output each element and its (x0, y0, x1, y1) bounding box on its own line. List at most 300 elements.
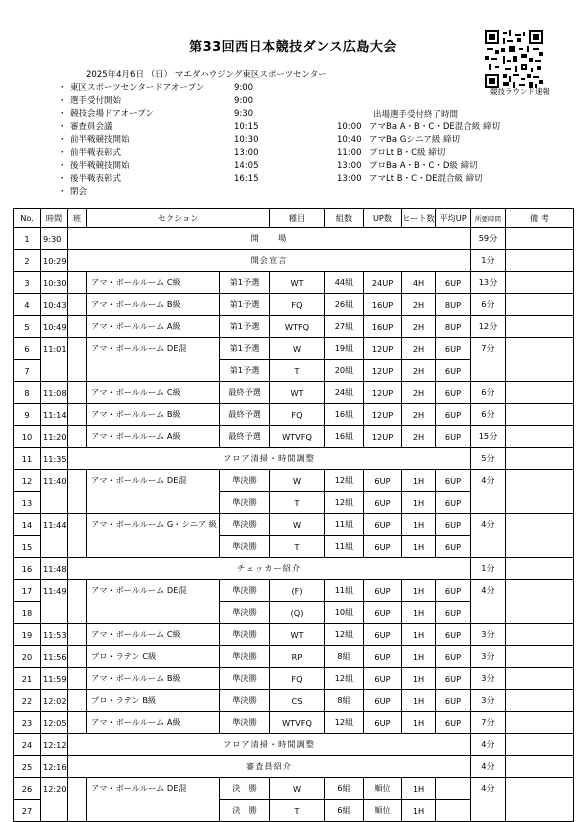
registration-text: プロBa A・B・C・D級 締切 (369, 161, 478, 171)
cell-section (87, 800, 220, 822)
schedule-bullet: ・ (58, 122, 67, 132)
table-row (14, 602, 574, 624)
cell-time: 11:14 (41, 404, 68, 426)
cell-avg (436, 800, 471, 822)
qr-code-icon[interactable] (485, 30, 543, 88)
cell-up: 12UP (364, 338, 402, 360)
table-row (14, 228, 574, 250)
cell-section: アマ・ボールルーム C級 (87, 382, 220, 404)
registration-text: アマBa Gシニア級 締切 (369, 135, 461, 145)
cell-time: 10:29 (41, 250, 68, 272)
schedule-item (58, 121, 274, 134)
cell-note (506, 228, 574, 250)
cell-no: 10 (14, 426, 41, 448)
cell-avg: 6UP (436, 646, 471, 668)
schedule-bullet: ・ (58, 83, 67, 93)
cell-up: 6UP (364, 536, 402, 558)
col-class: 班 (68, 209, 87, 228)
cell-round: 準決勝 (220, 536, 270, 558)
registration-text: アマLt B・C・DE混合級 締切 (369, 174, 483, 184)
cell-type: W (270, 338, 325, 360)
col-note: 備 考 (506, 209, 574, 228)
cell-heat: 1H (402, 712, 436, 734)
cell-duration: 3分 (471, 690, 506, 712)
cell-heat: 1H (402, 690, 436, 712)
cell-type: W (270, 470, 325, 492)
cell-duration: 3分 (471, 624, 506, 646)
event-date-venue: 2025年4月6日 （日） マエダハウジング東区スポーツセンター (86, 70, 327, 80)
table-header-row (14, 209, 574, 228)
table-row (14, 558, 574, 580)
schedule-label: 東区スポーツセンタードアオープン (70, 83, 205, 93)
col-groups: 組数 (325, 209, 364, 228)
cell-type: WTVFQ (270, 712, 325, 734)
cell-event: 開会宣言 (68, 250, 471, 272)
cell-note (506, 756, 574, 778)
cell-duration: 7分 (471, 712, 506, 734)
cell-heat: 2H (402, 404, 436, 426)
cell-time: 11:44 (41, 514, 68, 536)
cell-class (68, 294, 87, 316)
cell-duration: 1分 (471, 558, 506, 580)
schedule-bullet: ・ (58, 161, 67, 171)
col-avg: 平均UP (436, 209, 471, 228)
cell-note (506, 404, 574, 426)
cell-no: 15 (14, 536, 41, 558)
table-row (14, 316, 574, 338)
cell-heat: 1H (402, 646, 436, 668)
cell-up: 6UP (364, 624, 402, 646)
cell-type: RP (270, 646, 325, 668)
cell-note (506, 646, 574, 668)
cell-note (506, 558, 574, 580)
cell-time: 12:05 (41, 712, 68, 734)
cell-heat: 2H (402, 338, 436, 360)
schedule-item (58, 95, 274, 108)
cell-avg: 6UP (436, 382, 471, 404)
cell-type: T (270, 492, 325, 514)
cell-groups: 6組 (325, 800, 364, 822)
cell-no: 12 (14, 470, 41, 492)
cell-note (506, 382, 574, 404)
table-row (14, 338, 574, 360)
cell-avg: 6UP (436, 272, 471, 294)
cell-up: 6UP (364, 514, 402, 536)
cell-duration: 59分 (471, 228, 506, 250)
cell-duration: 12分 (471, 316, 506, 338)
cell-avg: 6UP (436, 712, 471, 734)
schedule-bullet: ・ (58, 187, 67, 197)
cell-no: 21 (14, 668, 41, 690)
schedule-time (234, 186, 274, 199)
schedule-item (58, 134, 274, 147)
cell-note (506, 492, 574, 514)
cell-time (41, 492, 68, 514)
schedule-time: 10:15 (234, 122, 259, 132)
cell-heat: 2H (402, 382, 436, 404)
cell-duration: 13分 (471, 272, 506, 294)
schedule-label: 前半戦競技開始 (70, 135, 130, 145)
cell-up: 12UP (364, 360, 402, 382)
table-row (14, 382, 574, 404)
cell-duration (471, 602, 506, 624)
cell-note (506, 294, 574, 316)
cell-avg: 6UP (436, 514, 471, 536)
cell-groups: 19組 (325, 338, 364, 360)
cell-class (68, 690, 87, 712)
cell-section: アマ・ボールルーム B級 (87, 668, 220, 690)
cell-avg: 6UP (436, 536, 471, 558)
cell-class (68, 624, 87, 646)
cell-no: 5 (14, 316, 41, 338)
schedule-bullet: ・ (58, 109, 67, 119)
cell-note (506, 448, 574, 470)
cell-section: プロ・ラテン C級 (87, 646, 220, 668)
cell-duration (471, 492, 506, 514)
cell-time: 11:48 (41, 558, 68, 580)
cell-section: アマ・ボールルーム DE混 (87, 470, 220, 492)
cell-class (68, 492, 87, 514)
cell-duration: 6分 (471, 382, 506, 404)
cell-duration (471, 536, 506, 558)
cell-section: プロ・ラテン B級 (87, 690, 220, 712)
schedule-item (58, 186, 274, 199)
cell-class (68, 778, 87, 800)
cell-no: 17 (14, 580, 41, 602)
cell-heat: 1H (402, 580, 436, 602)
cell-time: 10:49 (41, 316, 68, 338)
cell-class (68, 712, 87, 734)
cell-groups: 12組 (325, 668, 364, 690)
cell-avg: 8UP (436, 294, 471, 316)
cell-groups: 8組 (325, 646, 364, 668)
table-row (14, 778, 574, 800)
cell-up: 16UP (364, 316, 402, 338)
cell-type: (F) (270, 580, 325, 602)
cell-avg: 6UP (436, 470, 471, 492)
cell-duration: 3分 (471, 668, 506, 690)
cell-heat: 2H (402, 294, 436, 316)
cell-heat: 1H (402, 492, 436, 514)
cell-groups: 11組 (325, 514, 364, 536)
cell-avg: 6UP (436, 426, 471, 448)
cell-round: 第1予選 (220, 294, 270, 316)
cell-avg: 6UP (436, 624, 471, 646)
cell-class (68, 646, 87, 668)
table-row (14, 734, 574, 756)
cell-section: アマ・ボールルーム B級 (87, 404, 220, 426)
cell-no: 4 (14, 294, 41, 316)
cell-class (68, 338, 87, 360)
cell-round: 第1予選 (220, 360, 270, 382)
cell-round: 第1予選 (220, 316, 270, 338)
cell-note (506, 360, 574, 382)
cell-section: アマ・ボールルーム C級 (87, 272, 220, 294)
cell-section (87, 360, 220, 382)
table-row (14, 426, 574, 448)
cell-time: 12:16 (41, 756, 68, 778)
cell-class (68, 382, 87, 404)
cell-section: アマ・ボールルーム A級 (87, 316, 220, 338)
cell-class (68, 272, 87, 294)
cell-groups: 24組 (325, 382, 364, 404)
table-row (14, 360, 574, 382)
cell-round: 第1予選 (220, 338, 270, 360)
cell-no: 6 (14, 338, 41, 360)
cell-heat: 2H (402, 316, 436, 338)
cell-no: 24 (14, 734, 41, 756)
cell-time: 11:08 (41, 382, 68, 404)
cell-groups: 10組 (325, 602, 364, 624)
col-section: セクション (87, 209, 270, 228)
cell-time (41, 536, 68, 558)
cell-up: 12UP (364, 382, 402, 404)
cell-time: 11:49 (41, 580, 68, 602)
registration-text: アマBa A・B・C・DE混合級 締切 (369, 122, 500, 132)
cell-up: 6UP (364, 690, 402, 712)
cell-duration: 4分 (471, 778, 506, 800)
cell-avg: 8UP (436, 316, 471, 338)
cell-groups: 16組 (325, 404, 364, 426)
cell-time (41, 360, 68, 382)
cell-up: 6UP (364, 646, 402, 668)
registration-header: 出場選手受付終了時間 (373, 110, 459, 120)
cell-note (506, 624, 574, 646)
cell-note (506, 272, 574, 294)
cell-class (68, 580, 87, 602)
col-duration: 所要時間 (471, 209, 506, 228)
cell-type: WT (270, 624, 325, 646)
cell-type: WTVFQ (270, 426, 325, 448)
cell-duration (471, 360, 506, 382)
cell-up: 24UP (364, 272, 402, 294)
cell-up: 6UP (364, 602, 402, 624)
cell-up: 順位 (364, 800, 402, 822)
registration-item (337, 121, 500, 134)
table-row (14, 800, 574, 822)
cell-note (506, 668, 574, 690)
cell-event: フロア清掃・時間調整 (68, 734, 471, 756)
schedule-item (58, 147, 274, 160)
schedule-time: 9:00 (234, 83, 254, 93)
cell-duration: 4分 (471, 580, 506, 602)
cell-type: T (270, 360, 325, 382)
schedule-bullet: ・ (58, 148, 67, 158)
cell-groups: 12組 (325, 492, 364, 514)
cell-round: 準決勝 (220, 492, 270, 514)
schedule-bullet: ・ (58, 174, 67, 184)
schedule-label: 前半戦表彰式 (70, 148, 122, 158)
schedule-time: 10:30 (234, 135, 259, 145)
cell-type: FQ (270, 668, 325, 690)
cell-section (87, 536, 220, 558)
cell-heat: 1H (402, 470, 436, 492)
table-row (14, 514, 574, 536)
cell-note (506, 800, 574, 822)
cell-avg: 6UP (436, 668, 471, 690)
table-row (14, 448, 574, 470)
cell-no: 27 (14, 800, 41, 822)
registration-list (337, 121, 500, 186)
cell-round: 準決勝 (220, 624, 270, 646)
cell-round: 決 勝 (220, 800, 270, 822)
cell-note (506, 250, 574, 272)
cell-groups: 16組 (325, 426, 364, 448)
cell-groups: 11組 (325, 580, 364, 602)
cell-groups: 27組 (325, 316, 364, 338)
cell-round: 最終予選 (220, 404, 270, 426)
cell-up: 6UP (364, 470, 402, 492)
table-row (14, 646, 574, 668)
cell-section: アマ・ボールルーム DE混 (87, 778, 220, 800)
program-table (13, 208, 574, 822)
cell-type: FQ (270, 294, 325, 316)
cell-no: 23 (14, 712, 41, 734)
schedule-time: 9:00 (234, 96, 254, 106)
page-title: 第33回西日本競技ダンス広島大会 (189, 40, 397, 55)
table-row (14, 756, 574, 778)
table-row (14, 470, 574, 492)
registration-time: 11:00 (337, 148, 362, 158)
schedule-label: 後半戦表彰式 (70, 174, 122, 184)
cell-note (506, 338, 574, 360)
cell-duration: 4分 (471, 514, 506, 536)
cell-up: 12UP (364, 426, 402, 448)
cell-time: 11:40 (41, 470, 68, 492)
schedule-item (58, 173, 274, 186)
cell-note (506, 778, 574, 800)
col-no: No. (14, 209, 41, 228)
cell-round: 準決勝 (220, 602, 270, 624)
cell-class (68, 360, 87, 382)
cell-time: 11:35 (41, 448, 68, 470)
cell-duration: 5分 (471, 448, 506, 470)
cell-up: 順位 (364, 778, 402, 800)
schedule-item (58, 82, 274, 95)
cell-time: 12:12 (41, 734, 68, 756)
cell-duration: 6分 (471, 404, 506, 426)
cell-round: 準決勝 (220, 514, 270, 536)
cell-avg: 6UP (436, 690, 471, 712)
cell-no: 25 (14, 756, 41, 778)
cell-class (68, 514, 87, 536)
cell-heat: 2H (402, 360, 436, 382)
cell-no: 20 (14, 646, 41, 668)
cell-note (506, 470, 574, 492)
cell-groups: 11組 (325, 536, 364, 558)
cell-groups: 20組 (325, 360, 364, 382)
schedule-label: 閉会 (70, 187, 88, 197)
cell-time: 9:30 (41, 228, 68, 250)
schedule-label: 競技会場ドアオープン (70, 109, 154, 119)
cell-groups: 26組 (325, 294, 364, 316)
cell-note (506, 734, 574, 756)
col-heat: ヒート数 (402, 209, 436, 228)
cell-type: WT (270, 382, 325, 404)
cell-time: 11:01 (41, 338, 68, 360)
cell-class (68, 602, 87, 624)
cell-time (41, 602, 68, 624)
cell-section: アマ・ボールルーム G・シニア 級 (87, 514, 220, 536)
cell-time: 12:02 (41, 690, 68, 712)
cell-section (87, 492, 220, 514)
cell-no: 3 (14, 272, 41, 294)
cell-round: 準決勝 (220, 580, 270, 602)
cell-note (506, 536, 574, 558)
cell-time: 11:56 (41, 646, 68, 668)
registration-time: 13:00 (337, 161, 362, 171)
cell-class (68, 316, 87, 338)
cell-type: W (270, 778, 325, 800)
cell-duration: 6分 (471, 294, 506, 316)
cell-type: CS (270, 690, 325, 712)
col-up: UP数 (364, 209, 402, 228)
cell-no: 7 (14, 360, 41, 382)
schedule-time: 14:05 (234, 161, 259, 171)
cell-avg: 6UP (436, 404, 471, 426)
registration-item (337, 160, 500, 173)
cell-time: 11:53 (41, 624, 68, 646)
registration-time: 10:00 (337, 122, 362, 132)
table-row (14, 536, 574, 558)
cell-time: 11:20 (41, 426, 68, 448)
cell-up: 6UP (364, 580, 402, 602)
cell-avg (436, 778, 471, 800)
cell-time: 11:59 (41, 668, 68, 690)
cell-duration: 4分 (471, 734, 506, 756)
cell-round: 準決勝 (220, 646, 270, 668)
cell-type: WT (270, 272, 325, 294)
cell-duration (471, 800, 506, 822)
qr-caption: 競技ラウンド速報 (490, 87, 550, 96)
table-row (14, 580, 574, 602)
cell-up: 6UP (364, 668, 402, 690)
cell-time: 12:20 (41, 778, 68, 800)
schedule-label: 審査員会議 (70, 122, 113, 132)
table-row (14, 668, 574, 690)
cell-up: 16UP (364, 294, 402, 316)
cell-section: アマ・ボールルーム A級 (87, 712, 220, 734)
cell-no: 14 (14, 514, 41, 536)
col-time: 時間 (41, 209, 68, 228)
cell-avg: 6UP (436, 360, 471, 382)
cell-time: 10:30 (41, 272, 68, 294)
cell-class (68, 426, 87, 448)
cell-heat: 4H (402, 272, 436, 294)
schedule-item (58, 160, 274, 173)
cell-no: 9 (14, 404, 41, 426)
cell-duration: 15分 (471, 426, 506, 448)
cell-type: FQ (270, 404, 325, 426)
registration-item (337, 147, 500, 160)
cell-no: 1 (14, 228, 41, 250)
col-type: 種目 (270, 209, 325, 228)
cell-duration: 4分 (471, 470, 506, 492)
cell-heat: 1H (402, 778, 436, 800)
cell-event: フロア清掃・時間調整 (68, 448, 471, 470)
schedule-time: 13:00 (234, 148, 259, 158)
cell-no: 19 (14, 624, 41, 646)
cell-event: 開 場 (68, 228, 471, 250)
cell-note (506, 602, 574, 624)
cell-event: 審査員紹介 (68, 756, 471, 778)
schedule-bullet: ・ (58, 135, 67, 145)
cell-time (41, 800, 68, 822)
registration-item (337, 173, 500, 186)
cell-class (68, 536, 87, 558)
cell-duration: 7分 (471, 338, 506, 360)
cell-avg: 6UP (436, 492, 471, 514)
